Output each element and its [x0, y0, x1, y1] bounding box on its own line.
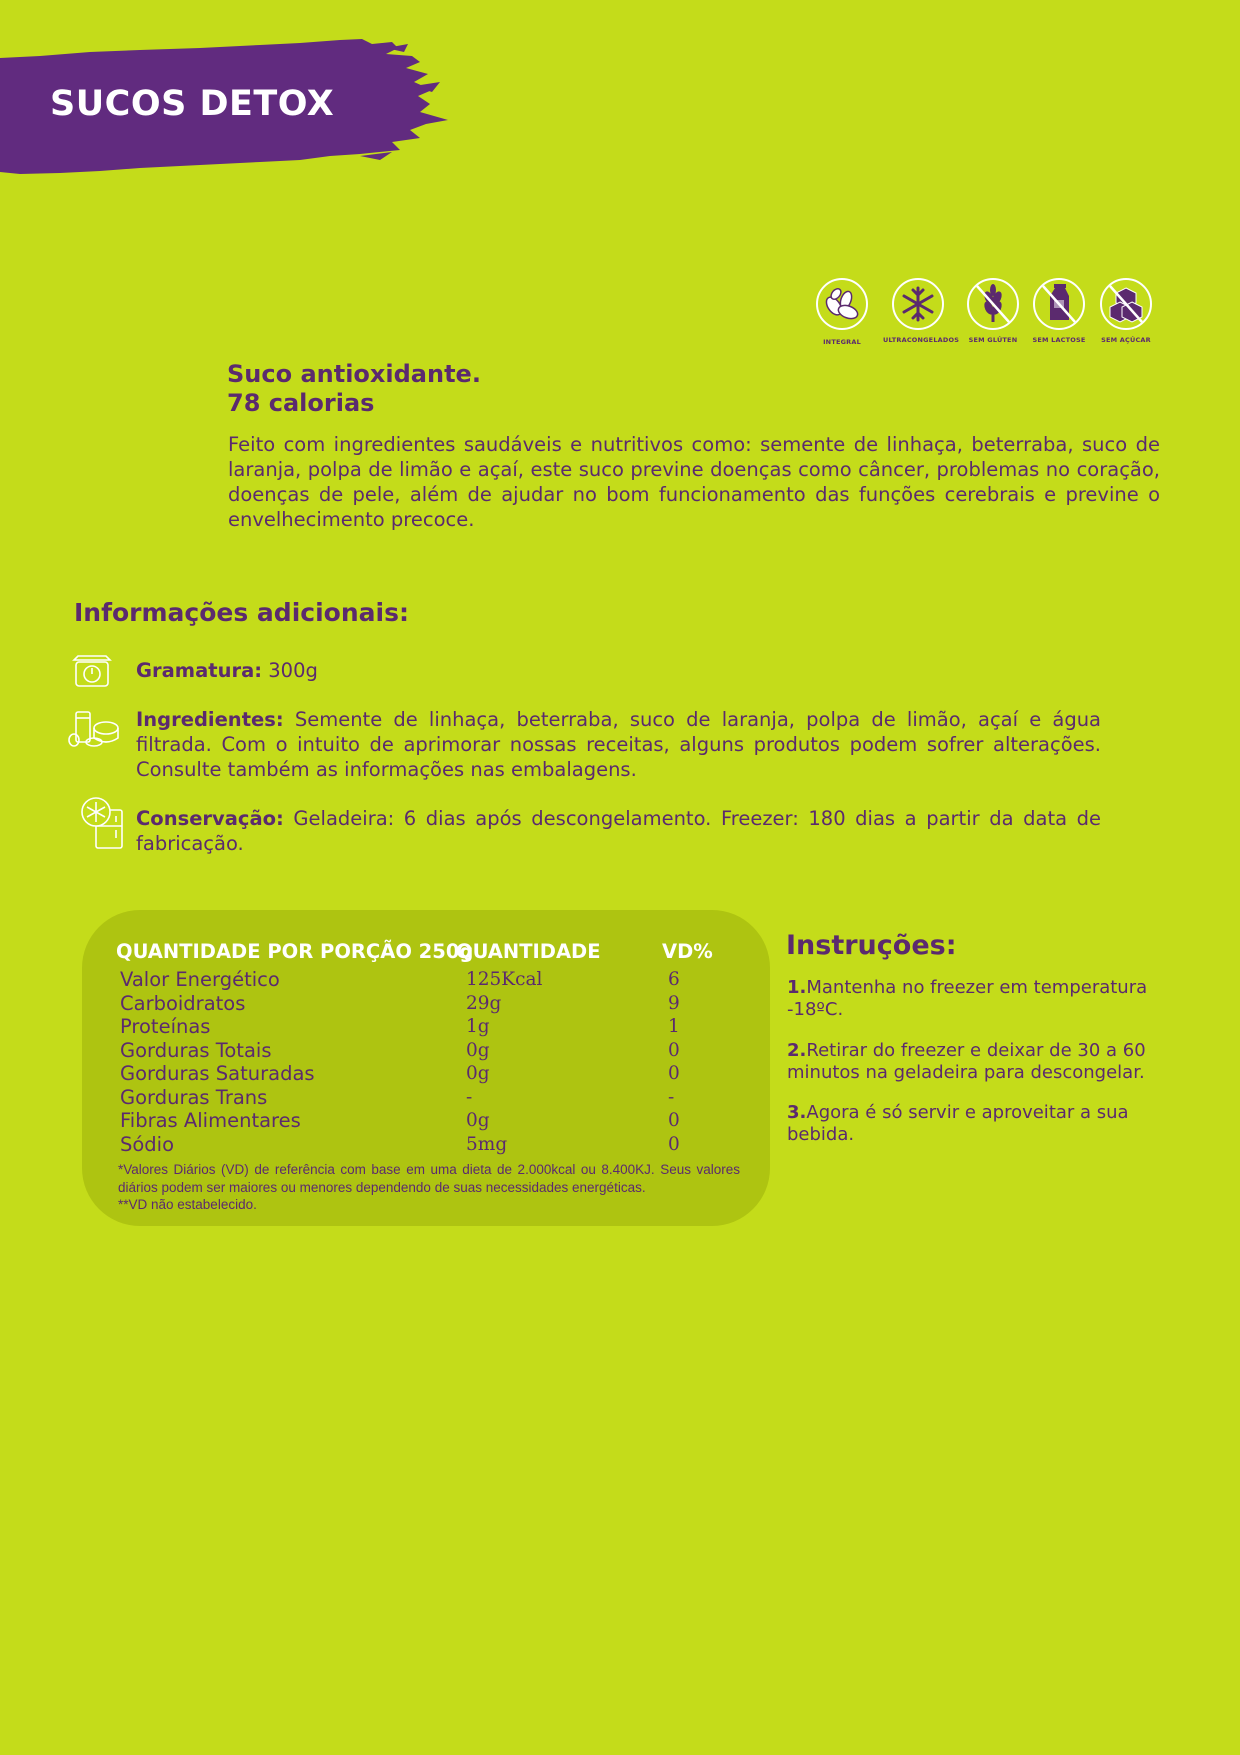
nutrient-amount: 125Kcal	[466, 969, 543, 990]
nutrient-name: Proteínas	[120, 1015, 211, 1038]
nutrient-vd: 0	[668, 1063, 680, 1084]
nutrient-name: Valor Energético	[120, 968, 280, 991]
badge-integral	[807, 276, 877, 346]
footnote-vd-not-established: **VD não estabelecido.	[118, 1197, 257, 1212]
instruction-step	[787, 1102, 1167, 1145]
table-row	[120, 968, 740, 992]
nutrient-vd: 0	[668, 1039, 680, 1061]
nutrient-amount: -	[466, 1086, 473, 1108]
badge-label: INTEGRAL	[823, 338, 861, 346]
footnote-daily-values: *Valores Diários (VD) de referência com base em uma dieta de 2.000kcal ou 8.400KJ. Seus valores diários podem ser maiores ou menores dependendo de suas necessidades energéticas.	[118, 1162, 740, 1195]
snowflake-icon	[890, 276, 946, 332]
kitchen-scale-icon	[70, 654, 114, 688]
badge-label: SEM AÇÚCAR	[1101, 336, 1151, 344]
freezer-snowflake-icon	[80, 796, 126, 852]
nutrition-header-vd: VD%	[662, 940, 713, 963]
ingredients-icon	[68, 708, 122, 748]
storage-value: Geladeira: 6 dias após descongelamento. Freezer: 180 dias a partir da data de fabricação.	[136, 807, 1102, 855]
product-description: Feito com ingredientes saudáveis e nutritivos como: semente de linhaça, beterraba, suco de laranja, polpa de limão e açaí, este suco previne doenças como câncer, problemas no coração, doenças de pele, além de ajudar no bom funcionamento das funções cerebrais e previne o envelhecimento precoce.	[228, 433, 1160, 531]
weight-value: 300g	[268, 659, 318, 682]
instructions-title: Instruções:	[786, 930, 957, 961]
storage-label: Conservação:	[136, 807, 284, 830]
weight-label: Gramatura:	[136, 659, 263, 682]
step-number: 3.	[787, 1102, 807, 1123]
nutrient-vd: 6	[668, 969, 680, 990]
table-row	[120, 992, 740, 1016]
badge-label: SEM LACTOSE	[1032, 336, 1086, 344]
nutrient-vd: 1	[668, 1016, 680, 1037]
table-row	[120, 1133, 740, 1157]
nutrient-name: Gorduras Trans	[120, 1085, 268, 1109]
instruction-step	[787, 1040, 1167, 1083]
step-text: Mantenha no freezer em temperatura -18ºC.	[787, 977, 1148, 1020]
table-row	[120, 1086, 740, 1110]
tagline-line-1: Suco antioxidante.	[227, 360, 481, 388]
nutrient-amount: 1g	[466, 1016, 490, 1037]
nutrient-name: Carboidratos	[120, 991, 246, 1015]
badge-ultracongelados	[883, 276, 960, 344]
info-ingredients	[136, 707, 1101, 782]
badge-sem-lactose	[1024, 276, 1094, 344]
badge-label: SEM GLÚTEN	[968, 336, 1018, 344]
nutrition-rows	[120, 968, 740, 1156]
step-number: 1.	[787, 977, 807, 998]
nutrition-footnote	[118, 1161, 740, 1214]
table-row	[120, 1039, 740, 1063]
instruction-step	[787, 977, 1167, 1020]
no-gluten-wheat-icon	[965, 276, 1021, 332]
product-badges	[805, 276, 1160, 350]
nutrient-name: Sódio	[120, 1132, 175, 1156]
product-tagline	[227, 360, 481, 418]
badge-sem-gluten	[958, 276, 1028, 344]
page-title: SUCOS DETOX	[50, 84, 335, 124]
nutrient-vd: -	[668, 1086, 675, 1108]
nutrient-name: Gorduras Saturadas	[120, 1062, 315, 1085]
tagline-calories: 78 calorias	[227, 389, 375, 417]
table-row	[120, 1109, 740, 1133]
table-row	[120, 1015, 740, 1039]
no-lactose-milk-icon	[1031, 276, 1087, 332]
nutrient-name: Gorduras Totais	[120, 1038, 272, 1062]
nutrient-amount: 29g	[466, 992, 502, 1014]
additional-info-title: Informações adicionais:	[74, 598, 409, 627]
table-row	[120, 1062, 740, 1086]
step-number: 2.	[787, 1040, 807, 1061]
nutrient-name: Fibras Alimentares	[120, 1109, 301, 1132]
step-text: Agora é só servir e aproveitar a sua bebida.	[787, 1102, 1129, 1145]
nutrition-header-amount: QUANTIDADE	[456, 940, 601, 963]
step-text: Retirar do freezer e deixar de 30 a 60 minutos na geladeira para descongelar.	[787, 1040, 1146, 1083]
no-sugar-cubes-icon	[1098, 276, 1154, 332]
nutrition-table	[82, 910, 770, 1226]
badge-sem-acucar	[1091, 276, 1161, 344]
ingredients-value: Semente de linhaça, beterraba, suco de laranja, polpa de limão, açaí e água filtrada. Com o intuito de aprimorar nossas receitas, alguns produtos podem sofrer alterações. Consulte também as informações nas embalagens.	[136, 708, 1102, 781]
integral-grains-icon	[814, 276, 870, 332]
info-storage	[136, 806, 1101, 856]
nutrient-amount: 5mg	[466, 1133, 508, 1155]
nutrient-amount: 0g	[466, 1063, 490, 1084]
nutrient-vd: 0	[668, 1110, 680, 1131]
nutrient-vd: 0	[668, 1133, 680, 1155]
badge-label: ULTRACONGELADOS	[883, 336, 960, 344]
nutrient-amount: 0g	[466, 1110, 490, 1131]
nutrient-vd: 9	[668, 992, 680, 1014]
ingredients-label: Ingredientes:	[136, 708, 284, 731]
nutrition-header-portion: QUANTIDADE POR PORÇÃO 250g	[116, 940, 474, 963]
info-weight	[136, 658, 1101, 683]
nutrient-amount: 0g	[466, 1039, 490, 1061]
